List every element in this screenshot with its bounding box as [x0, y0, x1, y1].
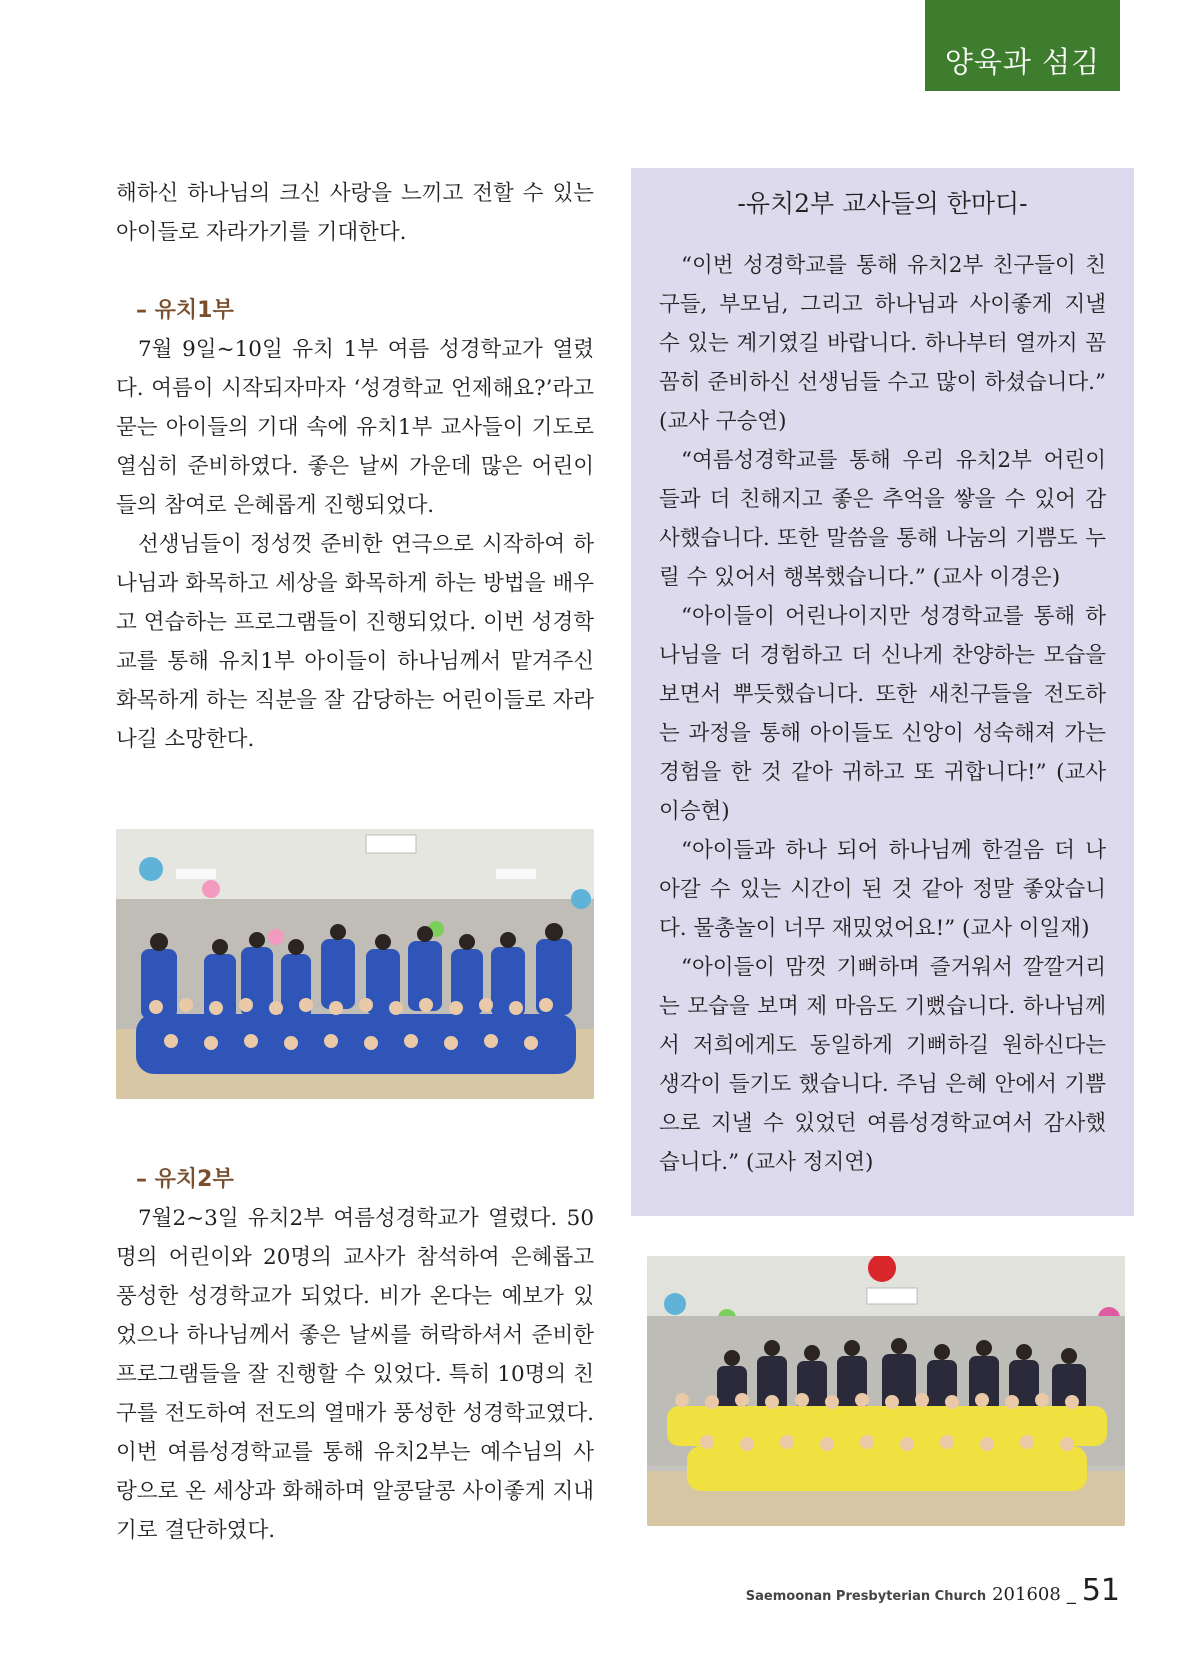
section1-paragraph-2: 선생님들이 정성껏 준비한 연극으로 시작하여 하나님과 화목하고 세상을 화목하게 하는 방법을 배우고 연습하는 프로그램들이 진행되었다. 이번 성경학교를 통해 유치1부 아이들이 하나님께서 맡겨주신 화목하게 하는 직분을 잘 감당하는 어린이들로 자라나길 소망한다. — [116, 532, 594, 752]
magazine-name: Saemoonan Presbyterian Church — [745, 1589, 987, 1604]
teacher-quotes-box — [631, 168, 1134, 1216]
quote-4: “아이들과 하나 되어 하나님께 한걸음 더 나아갈 수 있는 시간이 된 것 같아 정말 좋았습니다. 물총놀이 너무 재밌었어요!” (교사 이일재) — [659, 838, 1106, 941]
section1-heading: – 유치1부 — [136, 298, 234, 323]
intro-paragraph: 해하신 하나님의 크신 사랑을 느끼고 전할 수 있는 아이들로 자라가기를 기대한다. — [116, 181, 594, 245]
footer-separator: _ — [1066, 1584, 1076, 1605]
quotes-title: -유치2부 교사들의 한마디- — [737, 189, 1028, 218]
page-footer — [746, 1573, 1120, 1613]
quote-5: “아이들이 맘껏 기뻐하며 즐거워서 깔깔거리는 모습을 보며 제 마음도 기뻤습니다. 하나님께서 저희에게도 동일하게 기뻐하길 원하신다는 생각이 들기도 했습니다. 주님 은혜 안에서 기쁨으로 지낼 수 있었던 여름성경학교여서 감사했습니다.” (교사 정지연) — [659, 955, 1106, 1175]
left-column-top — [116, 174, 594, 759]
quote-3: “아이들이 어린나이지만 성경학교를 통해 하나님을 더 경험하고 더 신나게 찬양하는 모습을 보면서 뿌듯했습니다. 또한 새친구들을 전도하는 과정을 통해 아이들도 신앙이 성숙해져 가는 경험을 한 것 같아 귀하고 또 귀합니다!” (교사 이승현) — [659, 604, 1106, 824]
group-photo-image-1 — [116, 829, 594, 1099]
page-number: 51 — [1081, 1573, 1120, 1608]
photo-group-2 — [647, 1256, 1125, 1526]
photo-group-1 — [116, 829, 594, 1099]
section1-paragraph-1: 7월 9일~10일 유치 1부 여름 성경학교가 열렸다. 여름이 시작되자마자 ‘성경학교 언제해요?’라고 묻는 아이들의 기대 속에 유치1부 교사들이 기도로 열심히 준비하였다. 좋은 날씨 가운데 많은 어린이들의 참여로 은혜롭게 진행되었다. — [116, 337, 594, 518]
section-tag: 양육과 섬김 — [925, 0, 1120, 91]
left-column-bottom — [116, 1160, 594, 1550]
quote-1: “이번 성경학교를 통해 유치2부 친구들이 친구들, 부모님, 그리고 하나님과 사이좋게 지낼 수 있는 계기였길 바랍니다. 하나부터 열까지 꼼꼼히 준비하신 선생님들 수고 많이 하셨습니다.” (교사 구승연) — [659, 253, 1106, 434]
group-photo-image-2 — [647, 1256, 1125, 1526]
quote-2: “여름성경학교를 통해 우리 유치2부 어린이들과 더 친해지고 좋은 추억을 쌓을 수 있어 감사했습니다. 또한 말씀을 통해 나눔의 기쁨도 누릴 수 있어서 행복했습니다.” (교사 이경은) — [659, 448, 1106, 590]
section2-heading: – 유치2부 — [136, 1167, 234, 1192]
section2-paragraph-1: 7월2~3일 유치2부 여름성경학교가 열렸다. 50명의 어린이와 20명의 교사가 참석하여 은혜롭고 풍성한 성경학교가 되었다. 비가 온다는 예보가 있었으나 하나님께서 좋은 날씨를 허락하셔서 준비한 프로그램들을 잘 진행할 수 있었다. 특히 10명의 친구를 전도하여 전도의 열매가 풍성한 성경학교였다. 이번 여름성경학교를 통해 유치2부는 예수님의 사랑으로 온 세상과 화해하며 알콩달콩 사이좋게 지내기로 결단하였다. — [116, 1206, 594, 1543]
issue-number: 201608 — [992, 1584, 1061, 1605]
